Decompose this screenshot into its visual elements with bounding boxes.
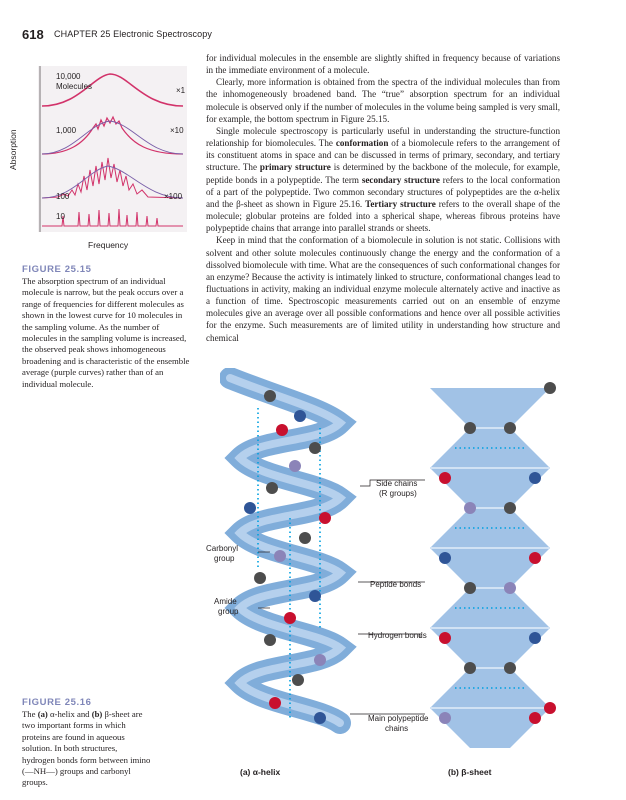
- figure-25-16-caption: [22, 709, 152, 789]
- label-carbonyl-group: group: [214, 554, 235, 563]
- figure-25-15-caption: The absorption spectrum of an individual molecule is narrow, but the peak occurs over a range of frequencies for different molecules as shown in the lowest curve for 10 molecules in the sampling volume. As the number of molecules in the sampling volume is increased, the observed peak shows inhomogeneous broadening and is characteristic of the ensemble average (purple curves) rather than of an individual molecule.: [22, 276, 190, 389]
- label-main-chains-2: chains: [385, 724, 409, 733]
- label-peptide-bonds: Peptide bonds: [370, 580, 422, 589]
- term-conformation: conformation: [335, 138, 389, 149]
- p3-text: refers to the local conformation of a part of the polypeptide. Two common secondary structures of polypeptides are the α-helix and the β-sheet as shown in Figure 25.16.: [206, 174, 560, 209]
- figure-25-15-title: FIGURE 25.15: [22, 264, 92, 275]
- caption-text: The: [22, 709, 38, 719]
- beta-sheet: [430, 388, 550, 748]
- label-amide: Amide: [214, 597, 237, 606]
- p3-text: refers to the overall shape of the molecule; globular proteins are folded into a spherical shape, whereas fibrous proteins have polypeptide chains that arrange into parallel strands or sheets.: [206, 198, 560, 234]
- term-primary-structure: primary structure: [259, 162, 331, 173]
- scale-label-x1: ×1: [176, 86, 186, 95]
- caption-text: α-helix and: [47, 709, 92, 719]
- secondary-structure-figure: [220, 368, 580, 770]
- paragraph-2: Clearly, more information is obtained from the spectra of the individual molecules than from the inhomogeneously broadened band. The “true” absorption spectrum for an individual molecule is observed only if the number of molecules in the volume being sampled is very small, for example, the bottom spectrum in Figure 25.15.: [206, 77, 560, 124]
- label-amide-group: group: [218, 607, 239, 616]
- label-carbonyl: Carbonyl: [206, 544, 239, 553]
- trace-label-molecules: Molecules: [56, 82, 93, 91]
- label-hydrogen-bonds: Hydrogen bonds: [368, 631, 427, 640]
- sublabel-beta-sheet: (b) β-sheet: [448, 767, 492, 777]
- trace-label-10000: 10,000: [56, 72, 81, 81]
- paragraph-4: Keep in mind that the conformation of a biomolecule in solution is not static. Collisions with solvent and other solute molecules continuously change the energy and the conformation of a dissolved biomolecule with time. What are the consequences of such conformational changes for an enzyme? Because the activity is intimately linked to structure, conformational changes lead to fluctuations in activity, making an individual enzyme molecule alternately active and inactive as a function of time. Spectroscopic measurements carried out on an ensemble of enzyme molecules give an average over all possible conformations and hence over all possible activities for the enzyme. Such measurements are of limited utility in understanding how structure and chemical: [206, 235, 560, 343]
- caption-b: (b): [91, 709, 103, 719]
- caption-a: (a): [37, 709, 48, 719]
- label-side-chains: Side chains: [376, 479, 418, 488]
- paragraph-1: for individual molecules in the ensemble are slightly shifted in frequency because of variations in the immediate environment of a molecule.: [206, 53, 560, 76]
- caption-text: ) groups and carbonyl groups.: [22, 766, 131, 788]
- sublabel-alpha-helix: (a) α-helix: [240, 767, 281, 777]
- paragraph-3: [206, 125, 560, 234]
- p3-text: is determined by the backbone of the molecule, for example, peptide bonds in a polypeptide. The term: [206, 162, 561, 185]
- body-text: [206, 52, 560, 344]
- chapter-title: CHAPTER 25 Electronic Spectroscopy: [54, 29, 212, 39]
- caption-text: β-sheet are two important forms in which proteins are found in aqueous solution. In both structures, hydrogen bonds form between imino (: [22, 709, 151, 777]
- label-main-chains: Main polypeptide: [368, 714, 429, 723]
- term-tertiary-structure: Tertiary structure: [365, 198, 436, 209]
- trace-label-10: 10: [56, 212, 65, 221]
- p3-text: Single molecule spectroscopy is particularly useful in understanding the structure-function relationship for biomolecules. The: [206, 125, 560, 149]
- label-r-groups: (R groups): [379, 489, 417, 498]
- term-secondary-structure: secondary structure: [361, 174, 440, 185]
- p3-text: of a biomolecule refers to the arrangement of its constituent atoms in space and can be discussed in terms of primary, secondary, and tertiary structure. The: [206, 138, 560, 173]
- y-axis-label: Absorption: [8, 129, 18, 170]
- trace-label-100: 100: [56, 192, 70, 201]
- figure-25-16-title: FIGURE 25.16: [22, 697, 92, 708]
- trace-label-1000: 1,000: [56, 126, 77, 135]
- caption-imino: —NH—: [24, 766, 55, 777]
- scale-label-x100: ×100: [164, 192, 183, 201]
- scale-label-x10: ×10: [170, 126, 184, 135]
- x-axis-label: Frequency: [88, 240, 129, 250]
- page-number: 618: [22, 27, 44, 42]
